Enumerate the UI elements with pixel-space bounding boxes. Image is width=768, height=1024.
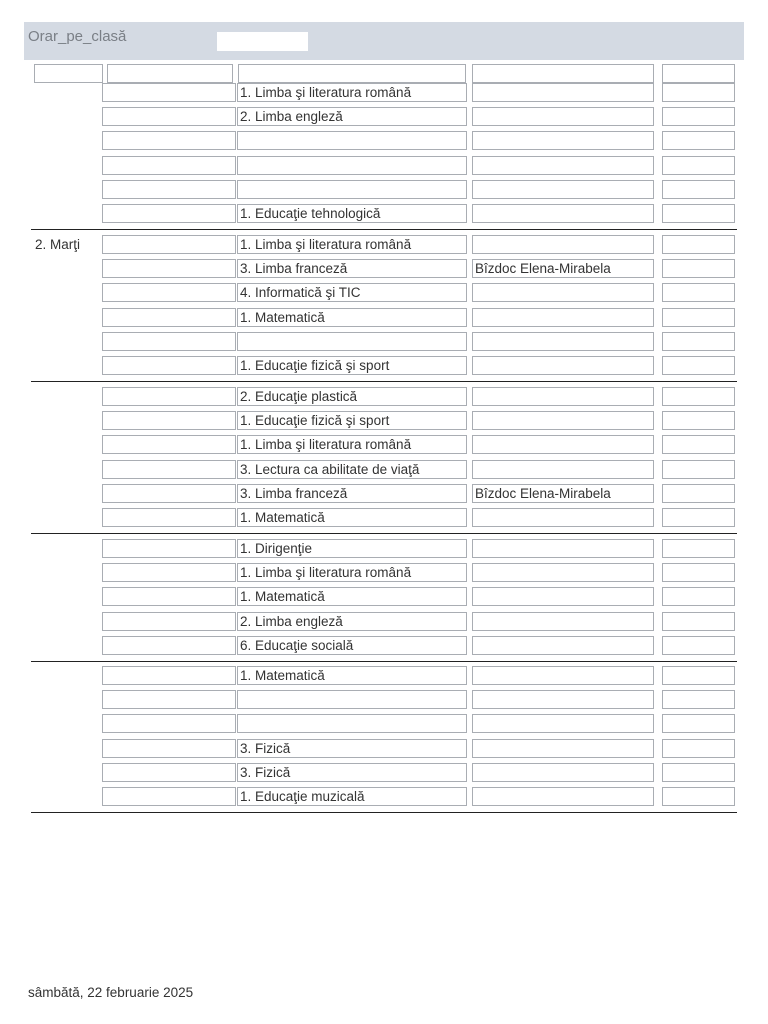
room-cell bbox=[662, 156, 735, 175]
teacher-cell bbox=[472, 283, 654, 302]
subject-cell: 1. Matematică bbox=[237, 508, 467, 527]
room-cell bbox=[662, 666, 735, 685]
teacher-cell bbox=[472, 460, 654, 479]
teacher-cell bbox=[472, 308, 654, 327]
room-cell bbox=[662, 460, 735, 479]
period-cell bbox=[102, 356, 236, 375]
day-separator bbox=[31, 381, 737, 382]
teacher-cell bbox=[472, 508, 654, 527]
day-separator bbox=[31, 812, 737, 813]
room-cell bbox=[662, 204, 735, 223]
day-label: 2. Marţi bbox=[35, 237, 81, 252]
teacher-cell bbox=[472, 563, 654, 582]
report-title: Orar_pe_clasă bbox=[28, 28, 127, 45]
subject-cell: 1. Matematică bbox=[237, 666, 467, 685]
subject-cell: 1. Educaţie tehnologică bbox=[237, 204, 467, 223]
period-cell bbox=[102, 763, 236, 782]
header-cell-teacher bbox=[472, 64, 654, 83]
teacher-cell bbox=[472, 204, 654, 223]
period-cell bbox=[102, 204, 236, 223]
subject-cell: 2. Limba engleză bbox=[237, 107, 467, 126]
teacher-cell bbox=[472, 763, 654, 782]
period-cell bbox=[102, 508, 236, 527]
period-cell bbox=[102, 283, 236, 302]
subject-cell: 3. Fizică bbox=[237, 739, 467, 758]
subject-cell bbox=[237, 332, 467, 351]
period-cell bbox=[102, 411, 236, 430]
room-cell bbox=[662, 356, 735, 375]
period-cell bbox=[102, 460, 236, 479]
subject-cell: 1. Matematică bbox=[237, 308, 467, 327]
subject-cell: 1. Limba şi literatura română bbox=[237, 83, 467, 102]
subject-cell: 2. Limba engleză bbox=[237, 612, 467, 631]
period-cell bbox=[102, 435, 236, 454]
subject-cell: 1. Educaţie muzicală bbox=[237, 787, 467, 806]
subject-cell: 1. Educaţie fizică şi sport bbox=[237, 356, 467, 375]
teacher-cell: Bîzdoc Elena-Mirabela bbox=[472, 259, 654, 278]
room-cell bbox=[662, 763, 735, 782]
day-separator bbox=[31, 533, 737, 534]
room-cell bbox=[662, 739, 735, 758]
period-cell bbox=[102, 484, 236, 503]
print-date: sâmbătă, 22 februarie 2025 bbox=[28, 985, 194, 1000]
subject-cell bbox=[237, 714, 467, 733]
teacher-cell bbox=[472, 636, 654, 655]
report-header bbox=[24, 22, 744, 60]
period-cell bbox=[102, 131, 236, 150]
teacher-cell bbox=[472, 539, 654, 558]
day-separator bbox=[31, 229, 737, 230]
period-cell bbox=[102, 235, 236, 254]
period-cell bbox=[102, 332, 236, 351]
room-cell bbox=[662, 484, 735, 503]
header-cell-day bbox=[34, 64, 103, 83]
subject-cell: 1. Limba şi literatura română bbox=[237, 563, 467, 582]
period-cell bbox=[102, 714, 236, 733]
period-cell bbox=[102, 787, 236, 806]
teacher-cell bbox=[472, 587, 654, 606]
room-cell bbox=[662, 787, 735, 806]
period-cell bbox=[102, 259, 236, 278]
subject-cell: 1. Matematică bbox=[237, 587, 467, 606]
subject-cell: 1. Limba şi literatura română bbox=[237, 435, 467, 454]
subject-cell: 4. Informatică şi TIC bbox=[237, 283, 467, 302]
room-cell bbox=[662, 612, 735, 631]
subject-cell: 2. Educaţie plastică bbox=[237, 387, 467, 406]
teacher-cell bbox=[472, 83, 654, 102]
teacher-cell bbox=[472, 435, 654, 454]
room-cell bbox=[662, 539, 735, 558]
teacher-cell bbox=[472, 787, 654, 806]
teacher-cell: Bîzdoc Elena-Mirabela bbox=[472, 484, 654, 503]
teacher-cell bbox=[472, 180, 654, 199]
header-cell-room bbox=[662, 64, 735, 83]
room-cell bbox=[662, 180, 735, 199]
teacher-cell bbox=[472, 156, 654, 175]
room-cell bbox=[662, 332, 735, 351]
period-cell bbox=[102, 563, 236, 582]
subject-cell: 1. Dirigenţie bbox=[237, 539, 467, 558]
subject-cell: 6. Educaţie socială bbox=[237, 636, 467, 655]
teacher-cell bbox=[472, 714, 654, 733]
header-cell-subject bbox=[238, 64, 466, 83]
header-field bbox=[217, 32, 308, 51]
day-separator bbox=[31, 661, 737, 662]
teacher-cell bbox=[472, 131, 654, 150]
period-cell bbox=[102, 636, 236, 655]
room-cell bbox=[662, 131, 735, 150]
subject-cell: 1. Educaţie fizică şi sport bbox=[237, 411, 467, 430]
room-cell bbox=[662, 587, 735, 606]
teacher-cell bbox=[472, 690, 654, 709]
room-cell bbox=[662, 435, 735, 454]
subject-cell: 3. Fizică bbox=[237, 763, 467, 782]
period-cell bbox=[102, 612, 236, 631]
subject-cell bbox=[237, 180, 467, 199]
room-cell bbox=[662, 107, 735, 126]
room-cell bbox=[662, 283, 735, 302]
subject-cell bbox=[237, 156, 467, 175]
period-cell bbox=[102, 83, 236, 102]
teacher-cell bbox=[472, 411, 654, 430]
period-cell bbox=[102, 308, 236, 327]
room-cell bbox=[662, 259, 735, 278]
period-cell bbox=[102, 539, 236, 558]
room-cell bbox=[662, 235, 735, 254]
room-cell bbox=[662, 508, 735, 527]
room-cell bbox=[662, 714, 735, 733]
teacher-cell bbox=[472, 612, 654, 631]
room-cell bbox=[662, 636, 735, 655]
period-cell bbox=[102, 107, 236, 126]
subject-cell: 3. Lectura ca abilitate de viaţă bbox=[237, 460, 467, 479]
teacher-cell bbox=[472, 356, 654, 375]
room-cell bbox=[662, 308, 735, 327]
room-cell bbox=[662, 563, 735, 582]
teacher-cell bbox=[472, 666, 654, 685]
room-cell bbox=[662, 411, 735, 430]
teacher-cell bbox=[472, 387, 654, 406]
period-cell bbox=[102, 156, 236, 175]
period-cell bbox=[102, 587, 236, 606]
teacher-cell bbox=[472, 332, 654, 351]
period-cell bbox=[102, 387, 236, 406]
period-cell bbox=[102, 739, 236, 758]
subject-cell: 3. Limba franceză bbox=[237, 484, 467, 503]
period-cell bbox=[102, 690, 236, 709]
room-cell bbox=[662, 83, 735, 102]
header-cell-hour bbox=[107, 64, 233, 83]
period-cell bbox=[102, 666, 236, 685]
period-cell bbox=[102, 180, 236, 199]
room-cell bbox=[662, 690, 735, 709]
room-cell bbox=[662, 387, 735, 406]
subject-cell bbox=[237, 690, 467, 709]
teacher-cell bbox=[472, 107, 654, 126]
teacher-cell bbox=[472, 739, 654, 758]
subject-cell: 3. Limba franceză bbox=[237, 259, 467, 278]
subject-cell bbox=[237, 131, 467, 150]
teacher-cell bbox=[472, 235, 654, 254]
subject-cell: 1. Limba şi literatura română bbox=[237, 235, 467, 254]
